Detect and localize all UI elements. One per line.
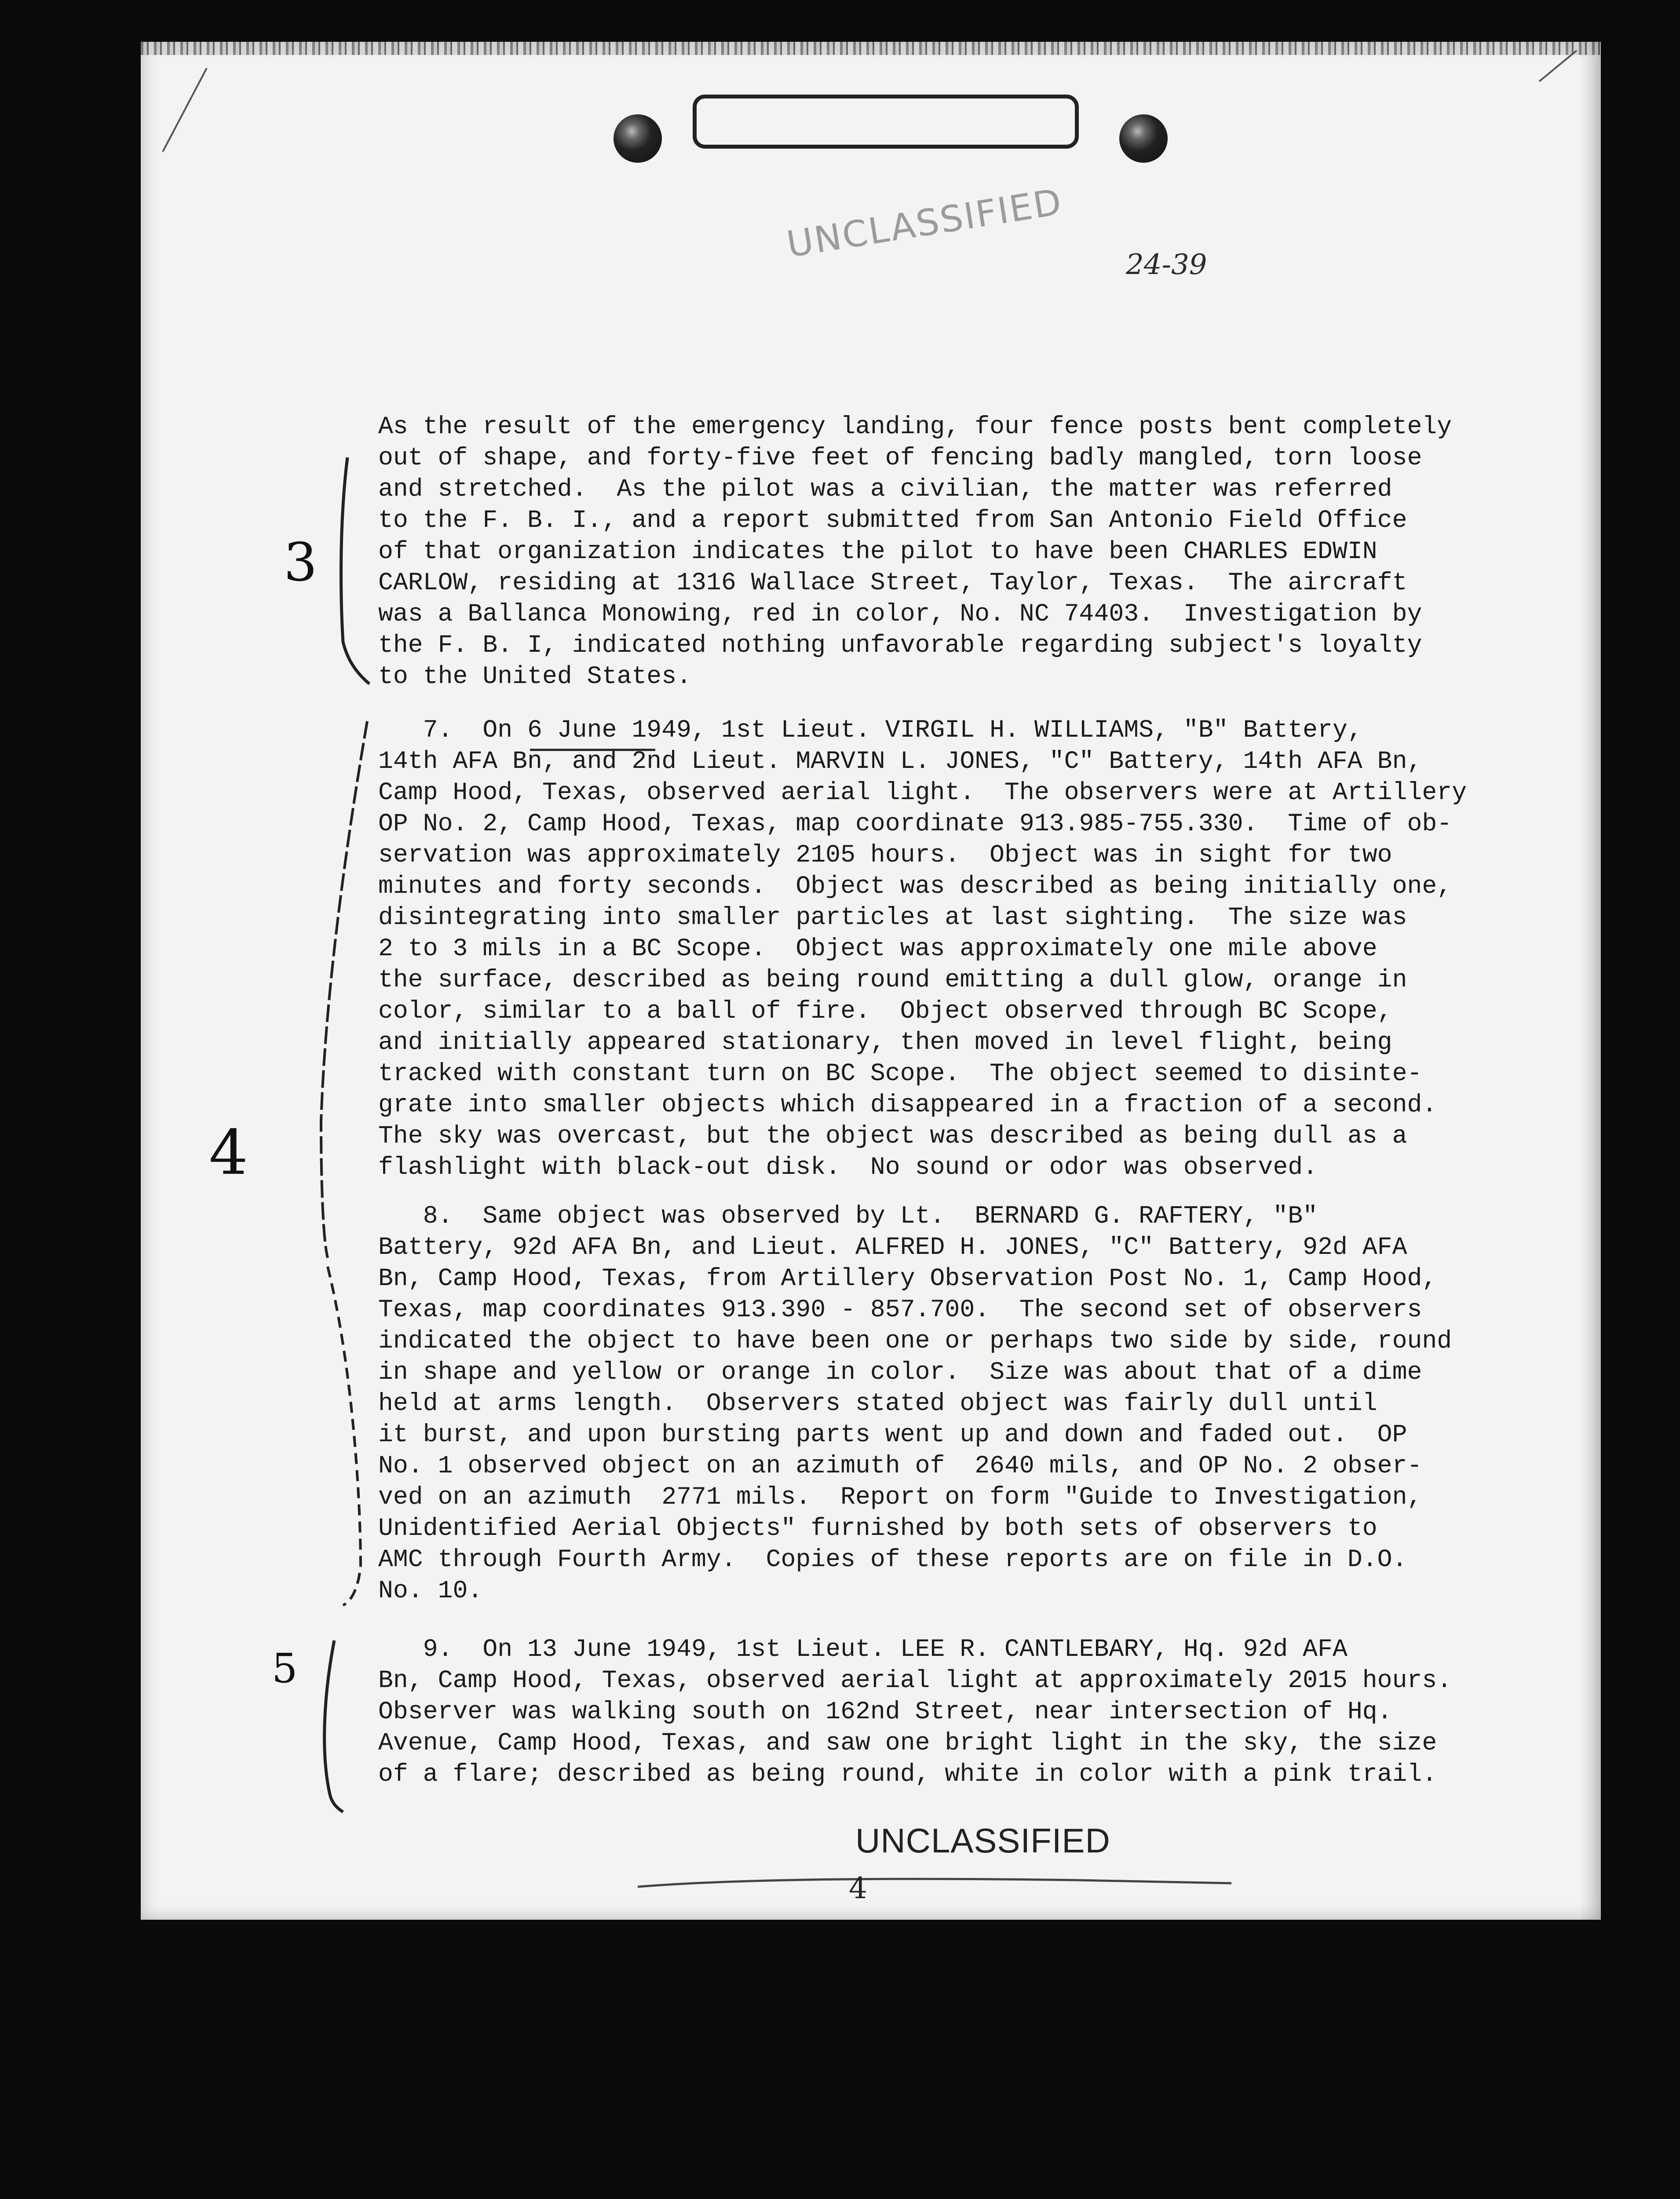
classification-stamp-top: UNCLASSIFIED xyxy=(784,181,1066,266)
text-line: Texas, map coordinates 913.390 - 857.700. The second set of observers xyxy=(378,1296,1422,1324)
bracket-paragraph-8 xyxy=(328,1267,361,1605)
text-line: Avenue, Camp Hood, Texas, and saw one bright light in the sky, the size xyxy=(378,1729,1437,1757)
bracket-paragraph-7 xyxy=(321,721,367,1258)
corner-stroke-right xyxy=(1539,51,1577,81)
bracket-paragraph-continued xyxy=(341,457,369,684)
text-line: to the United States. xyxy=(378,662,692,690)
text-line: No. 10. xyxy=(378,1577,483,1605)
margin-note-4: 4 xyxy=(209,1117,248,1189)
text-line: 9. On 13 June 1949, 1st Lieut. LEE R. CANTLEBARY, Hq. 92d AFA xyxy=(378,1635,1348,1663)
classification-stamp-bottom: UNCLASSIFIED xyxy=(855,1821,1110,1860)
text-line: 8. Same object was observed by Lt. BERNARD G. RAFTERY, "B" xyxy=(378,1202,1318,1230)
text-line: AMC through Fourth Army. Copies of these reports are on file in D.O. xyxy=(378,1545,1407,1574)
text-line: CARLOW, residing at 1316 Wallace Street, Taylor, Texas. The aircraft xyxy=(378,569,1407,597)
text-line: No. 1 observed object on an azimuth of 2640 mils, and OP No. 2 obser- xyxy=(378,1452,1422,1480)
page-number: 4 xyxy=(849,1871,867,1905)
text-line: held at arms length. Observers stated object was fairly dull until xyxy=(378,1389,1377,1417)
text-line: disintegrating into smaller particles at last sighting. The size was xyxy=(378,903,1407,931)
text-line: ved on an azimuth 2771 mils. Report on form "Guide to Investigation, xyxy=(378,1483,1422,1511)
text-line: 2 to 3 mils in a BC Scope. Object was approximately one mile above xyxy=(378,935,1377,963)
text-line: tracked with constant turn on BC Scope. The object seemed to disinte- xyxy=(378,1059,1422,1088)
text-line: The sky was overcast, but the object was described as being dull as a xyxy=(378,1122,1407,1150)
text-line: out of shape, and forty-five feet of fencing badly mangled, torn loose xyxy=(378,444,1422,472)
text-line: was a Ballanca Monowing, red in color, No. NC 74403. Investigation by xyxy=(378,600,1422,628)
text-line: of a flare; described as being round, white in color with a pink trail. xyxy=(378,1760,1437,1788)
text-line: it burst, and upon bursting parts went up and down and faded out. OP xyxy=(378,1421,1407,1449)
text-line: 7. On 6 June 1949, 1st Lieut. VIRGIL H. WILLIAMS, "B" Battery, xyxy=(378,716,1362,744)
text-line: servation was approximately 2105 hours. Object was in sight for two xyxy=(378,841,1392,869)
text-line: minutes and forty seconds. Object was described as being initially one, xyxy=(378,872,1452,900)
text-line: Unidentified Aerial Objects" furnished by both sets of observers to xyxy=(378,1514,1377,1542)
text-line: Bn, Camp Hood, Texas, observed aerial light at approximately 2015 hours. xyxy=(378,1666,1452,1695)
text-line: color, similar to a ball of fire. Object observed through BC Scope, xyxy=(378,997,1392,1025)
text-line: and stretched. As the pilot was a civilian, the matter was referred xyxy=(378,475,1392,503)
text-line: Camp Hood, Texas, observed aerial light. The observers were at Artillery xyxy=(378,778,1467,807)
corner-stroke-left xyxy=(163,68,207,152)
text-line: flashlight with black-out disk. No sound or odor was observed. xyxy=(378,1153,1318,1181)
text-line: OP No. 2, Camp Hood, Texas, map coordinate 913.985-755.330. Time of ob- xyxy=(378,810,1452,838)
text-line: of that organization indicates the pilot to have been CHARLES EDWIN xyxy=(378,537,1377,566)
bracket-paragraph-9 xyxy=(325,1640,343,1812)
text-line: Bn, Camp Hood, Texas, from Artillery Observation Post No. 1, Camp Hood, xyxy=(378,1264,1437,1293)
bottom-rule xyxy=(638,1879,1231,1887)
text-line: grate into smaller objects which disappeared in a fraction of a second. xyxy=(378,1091,1437,1119)
text-line: and initially appeared stationary, then moved in level flight, being xyxy=(378,1028,1392,1056)
margin-note-3: 3 xyxy=(284,532,318,593)
text-line: the F. B. I, indicated nothing unfavorable regarding subject's loyalty xyxy=(378,631,1422,659)
margin-note-5: 5 xyxy=(272,1645,298,1692)
text-line: the surface, described as being round emitting a dull glow, orange in xyxy=(378,966,1407,994)
text-line: Battery, 92d AFA Bn, and Lieut. ALFRED H. JONES, "C" Battery, 92d AFA xyxy=(378,1233,1407,1261)
page-reference: 24-39 xyxy=(1126,248,1207,281)
text-line: in shape and yellow or orange in color. Size was about that of a dime xyxy=(378,1358,1422,1386)
text-line: Observer was walking south on 162nd Street, near intersection of Hq. xyxy=(378,1698,1392,1726)
text-line: 14th AFA Bn, and 2nd Lieut. MARVIN L. JONES, "C" Battery, 14th AFA Bn, xyxy=(378,747,1422,775)
text-line: to the F. B. I., and a report submitted from San Antonio Field Office xyxy=(378,506,1407,534)
text-line: As the result of the emergency landing, four fence posts bent completely xyxy=(378,413,1452,441)
text-line: indicated the object to have been one or perhaps two side by side, round xyxy=(378,1327,1452,1355)
